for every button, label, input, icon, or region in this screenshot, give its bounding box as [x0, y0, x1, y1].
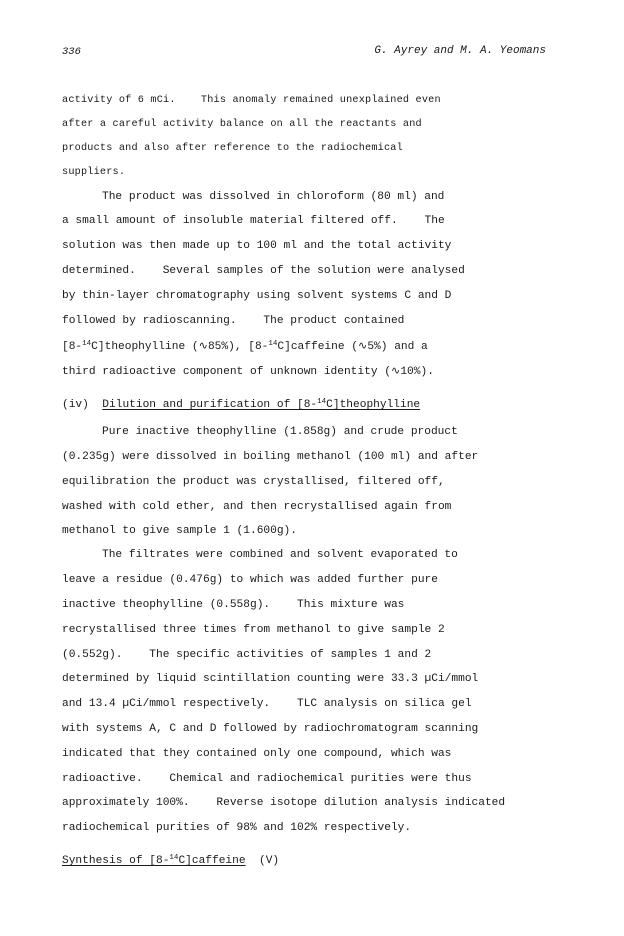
text-line: leave a residue (0.476g) to which was added further pure [62, 574, 438, 586]
text-line: methanol to give sample 1 (1.600g). [62, 525, 297, 537]
text-line: Pure inactive theophylline (1.858g) and crude product [102, 426, 458, 438]
text-line: and 13.4 µCi/mmol respectively. TLC analysis on silica gel [62, 698, 472, 710]
section-title-part: Synthesis of [8- [62, 855, 170, 867]
text-line: determined. Several samples of the solution were analysed [62, 265, 465, 277]
text-line: (0.552g). The specific activities of samples 1 and 2 [62, 649, 432, 661]
text-fragment: [8- [62, 341, 83, 353]
text-line: The product was dissolved in chloroform (80 ml) and [102, 191, 445, 203]
section-heading-iv [62, 398, 420, 412]
page-number: 336 [62, 46, 81, 58]
isotope-superscript: 14 [169, 854, 179, 862]
text-line: activity of 6 mCi. This anomaly remained unexplained even [62, 95, 441, 106]
text-line: (0.235g) were dissolved in boiling methanol (100 ml) and after [62, 451, 479, 463]
text-fragment: C]caffeine (∿5%) and a [277, 341, 428, 353]
text-line: washed with cold ether, and then recrystallised again from [62, 501, 452, 513]
text-line: by thin-layer chromatography using solvent systems C and D [62, 290, 452, 302]
text-line: followed by radioscanning. The product contained [62, 315, 405, 327]
text-line: approximately 100%. Reverse isotope dilution analysis indicated [62, 797, 506, 809]
section-title [102, 399, 420, 411]
text-line: solution was then made up to 100 ml and the total activity [62, 240, 452, 252]
section-number: (V) [245, 855, 280, 867]
isotope-superscript: 14 [268, 340, 278, 348]
text-line: indicated that they contained only one compound, which was [62, 748, 452, 760]
section-title-part: Dilution and purification of [8- [102, 399, 318, 411]
isotope-superscript: 14 [317, 398, 327, 406]
running-header-authors: G. Ayrey and M. A. Yeomans [374, 45, 546, 57]
text-line-isotopes [62, 340, 428, 354]
text-line: radioactive. Chemical and radiochemical purities were thus [62, 773, 472, 785]
section-title-part: C]theophylline [326, 399, 421, 411]
text-line: equilibration the product was crystallised, filtered off, [62, 476, 445, 488]
section-title [62, 855, 246, 867]
text-line: after a careful activity balance on all the reactants and [62, 119, 422, 130]
text-line: determined by liquid scintillation counting were 33.3 µCi/mmol [62, 673, 479, 685]
isotope-superscript: 14 [82, 340, 92, 348]
text-line: with systems A, C and D followed by radiochromatogram scanning [62, 723, 479, 735]
text-line: inactive theophylline (0.558g). This mixture was [62, 599, 405, 611]
text-fragment: C]theophylline (∿85%), [8- [91, 341, 269, 353]
section-title-part: C]caffeine [178, 855, 246, 867]
text-line: products and also after reference to the radiochemical [62, 143, 403, 154]
section-number: (iv) [62, 399, 103, 411]
section-heading-synthesis [62, 854, 279, 868]
text-line: radiochemical purities of 98% and 102% respectively. [62, 822, 412, 834]
text-line: a small amount of insoluble material filtered off. The [62, 215, 445, 227]
text-line: third radioactive component of unknown identity (∿10%). [62, 366, 434, 378]
text-line: suppliers. [62, 167, 126, 178]
text-line: recrystallised three times from methanol to give sample 2 [62, 624, 445, 636]
text-line: The filtrates were combined and solvent evaporated to [102, 549, 458, 561]
